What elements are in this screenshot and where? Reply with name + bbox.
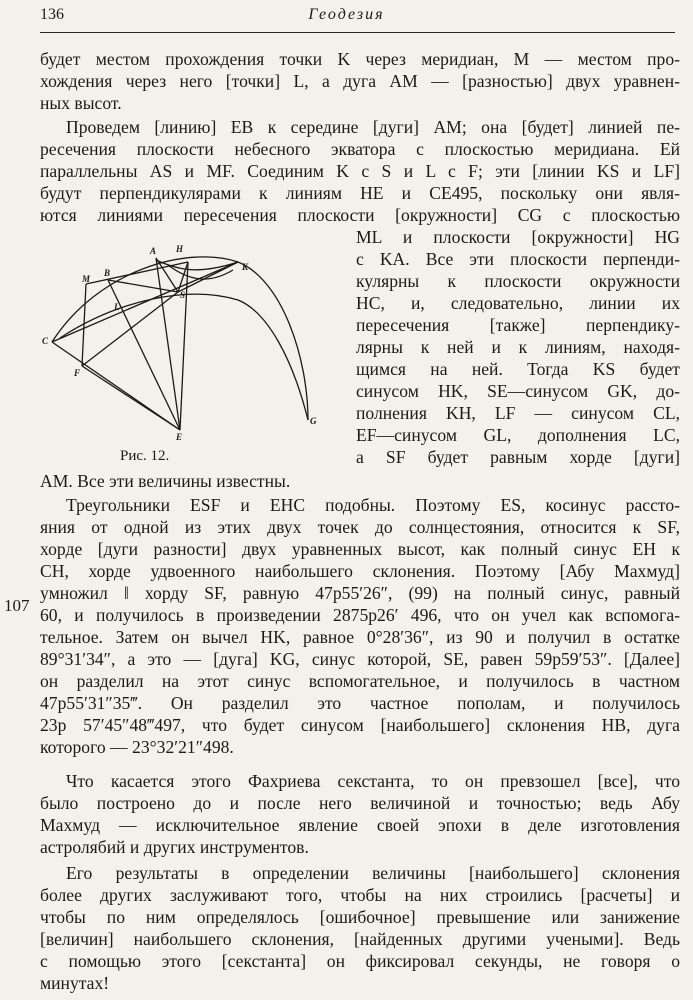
margin-note: 107 — [4, 596, 30, 615]
page-number: 136 — [40, 6, 64, 23]
text-line: которого — 23°32′21″498. — [40, 737, 234, 757]
text-line: 23p 57′45″48‴497, что будет синусом [наибольшего] склонения HB, дуга — [40, 715, 680, 735]
figure-caption: Рис. 12. — [120, 448, 170, 464]
text-line: щимся на ней. Тогда KS будет — [356, 359, 680, 379]
text-line: CH, хорде удвоенного наибольшего склонения. Поэтому [Абу Махмуд] — [40, 561, 680, 581]
figure-label-l: L — [114, 302, 120, 312]
text-line: EF—синусом GL, дополнения LC, — [356, 425, 680, 445]
figure-12 — [38, 240, 352, 476]
text-line: полнения KH, LF — синусом CL, — [356, 403, 680, 423]
text-line: Проведем [линию] EB к середине [дуги] AM; она [будет] линией пе- — [66, 117, 680, 137]
figure-label-e: E — [176, 432, 183, 442]
text-line: синусом HK, SE—синусом GK, до- — [356, 381, 680, 401]
text-line: чтобы по ним определялось [ошибочное] превышение или занижение — [40, 907, 680, 927]
text-line: лярны к ней и к линиям, находя- — [356, 337, 680, 357]
text-line: с помощью этого [секстанта] он фиксировал секунды, не говоря о — [40, 951, 680, 971]
figure-label-b: B — [104, 268, 111, 278]
text-line: Что касается этого Фахриева секстанта, то он превзошел [все], что — [66, 771, 680, 791]
text-line: было построено до и после него величиной и точностью; ведь Абу — [40, 793, 680, 813]
text-line: параллельны AS и MF. Соединим K с S и L с F; эти [линии KS и LF] — [40, 161, 680, 181]
text-line: Его результаты в определении величины [наибольшего] склонения — [66, 863, 680, 883]
text-line: 89°31′34″, а это — [дуга] KG, синус которой, SE, равен 59p59′53″. [Далее] — [40, 649, 680, 669]
figure-label-h: H — [176, 244, 184, 254]
text-line: ресечения плоскости небесного экватора с плоскостью меридиана. Ей — [40, 139, 680, 159]
text-line: кулярны к плоскости окружности — [356, 271, 680, 291]
text-line: Махмуд — исключительное явление своей эпохи в деле изготовления — [40, 815, 680, 835]
text-line: ются линиями пересечения плоскости [окружности] CG с плоскостью — [40, 205, 680, 225]
text-line: тельное. Затем он вычел HK, равное 0°28′36″, из 90 и получил в остатке — [40, 627, 680, 647]
text-line: ML и плоскости [окружности] HG — [356, 227, 680, 247]
figure-label-m: M — [82, 274, 91, 284]
text-line: будут перпендикулярами к линиям HE и CE495, поскольку они явля- — [40, 183, 680, 203]
figure-label-f: F — [74, 368, 81, 378]
text-line: пересечения [также] перпендику- — [356, 315, 680, 335]
figure-label-s: S — [180, 290, 186, 300]
text-line: хорде [дуги разности] двух уравненных высот, как полный синус EH к — [40, 539, 680, 559]
figure-label-k: K — [242, 262, 249, 272]
text-line: Треугольники ESF и EHC подобны. Поэтому ES, косинус рассто- — [66, 495, 680, 515]
text-line: 60, и получилось в произведении 2875p26′ 496, что он учел как вспомога- — [40, 605, 680, 625]
text-line: 47p55′31″35‴. Он разделил это частное пополам, и получилось — [40, 693, 680, 713]
text-line: яния от одной из этих двух точек до солнцестояния, относится к SF, — [40, 517, 680, 537]
figure-label-a: A — [150, 246, 157, 256]
figure-label-g: G — [310, 416, 317, 426]
text-line: более других заслуживают того, чтобы на них строились [расчеты] и — [40, 885, 680, 905]
header-rule — [40, 32, 675, 33]
text-line: будет местом прохождения точки K через меридиан, M — местом про- — [40, 49, 680, 69]
text-line: хождения через него [точки] L, а дуга AM — [разностью] двух уравнен- — [40, 71, 680, 91]
text-line: AM. Все эти величины известны. — [40, 471, 291, 491]
text-line: HC, и, следовательно, линии их — [356, 293, 680, 313]
text-line: минутах! — [40, 973, 110, 993]
text-line: умножил ‖ хорду SF, равную 47p55′26″, (99) на полный синус, равный — [40, 583, 680, 603]
text-line: а SF будет равным хорде [дуги] — [356, 447, 680, 467]
text-line: ных высот. — [40, 93, 122, 113]
text-line: с KA. Все эти плоскости перпенди- — [356, 249, 680, 269]
figure-label-c: C — [42, 336, 49, 346]
running-title: Геодезия — [308, 6, 385, 23]
text-line: [величин] наибольшего склонения, [найденных другими учеными]. Ведь — [40, 929, 680, 949]
text-line: он разделил на этот синус вспомогательное, и получилось в частном — [40, 671, 680, 691]
text-line: астролябий и других инструментов. — [40, 837, 309, 857]
